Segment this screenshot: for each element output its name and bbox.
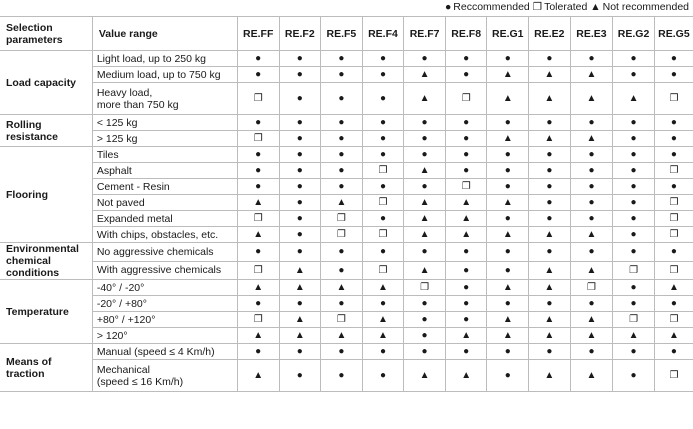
rating-cell: ▲	[529, 261, 571, 280]
rating-cell: ●	[654, 243, 693, 262]
table-row	[0, 179, 693, 195]
value-range-label: With aggressive chemicals	[92, 261, 237, 280]
rating-cell: ●	[445, 163, 487, 179]
rating-cell: ●	[237, 67, 279, 83]
rating-cell: ●	[404, 115, 446, 131]
rating-cell: ●	[570, 51, 613, 67]
rating-cell: ▲	[570, 227, 613, 243]
rating-cell: ●	[654, 296, 693, 312]
group-label: Rolling resistance	[0, 115, 92, 147]
rating-cell: ●	[321, 296, 363, 312]
table-row	[0, 195, 693, 211]
table-row	[0, 83, 693, 115]
rating-cell: ●	[445, 131, 487, 147]
rating-cell: ❐	[321, 312, 363, 328]
rating-cell: ▲	[570, 360, 613, 392]
table-row	[0, 51, 693, 67]
rating-cell: ▲	[654, 328, 693, 344]
rating-cell: ●	[279, 131, 321, 147]
rating-cell: ●	[529, 296, 571, 312]
rating-cell: ❐	[321, 211, 363, 227]
table-row	[0, 328, 693, 344]
rating-cell: ❐	[445, 179, 487, 195]
rating-cell: ●	[321, 131, 363, 147]
rating-cell: ▲	[529, 131, 571, 147]
rating-cell: ●	[613, 67, 655, 83]
header-code: RE.E2	[529, 17, 571, 51]
header-range: Value range	[92, 17, 237, 51]
rating-cell: ●	[362, 131, 404, 147]
table-row	[0, 296, 693, 312]
rating-cell: ●	[404, 51, 446, 67]
rating-cell: ●	[570, 163, 613, 179]
rating-cell: ●	[487, 243, 529, 262]
value-range-label: < 125 kg	[92, 115, 237, 131]
rating-cell: ❐	[654, 312, 693, 328]
rating-cell: ●	[529, 147, 571, 163]
rating-cell: ●	[279, 147, 321, 163]
rating-cell: ●	[487, 163, 529, 179]
rating-cell: ●	[445, 344, 487, 360]
rating-cell: ●	[321, 261, 363, 280]
rating-cell: ●	[237, 296, 279, 312]
rating-cell: ▲	[570, 261, 613, 280]
rating-cell: ●	[487, 147, 529, 163]
rating-cell: ▲	[487, 328, 529, 344]
rating-cell: ▲	[529, 312, 571, 328]
table-row	[0, 131, 693, 147]
group-label: Means of traction	[0, 344, 92, 392]
header-code: RE.F8	[445, 17, 487, 51]
rating-cell: ●	[654, 67, 693, 83]
rating-cell: ●	[279, 83, 321, 115]
rating-cell: ❐	[613, 312, 655, 328]
rating-cell: ▲	[321, 195, 363, 211]
rating-cell: ●	[445, 243, 487, 262]
header-code: RE.F7	[404, 17, 446, 51]
table-row	[0, 67, 693, 83]
rating-cell: ❐	[654, 195, 693, 211]
rating-cell: ●	[613, 296, 655, 312]
rating-cell: ●	[445, 296, 487, 312]
rating-cell: ▲	[529, 328, 571, 344]
table-row	[0, 261, 693, 280]
group-label: Flooring	[0, 147, 92, 243]
selection-table	[0, 16, 693, 392]
rating-cell: ▲	[404, 163, 446, 179]
rating-cell: ●	[654, 131, 693, 147]
value-range-label: Mechanical (speed ≤ 16 Km/h)	[92, 360, 237, 392]
rating-cell: ▲	[529, 360, 571, 392]
rating-cell: ●	[613, 131, 655, 147]
rating-cell: ●	[445, 115, 487, 131]
rating-cell: ●	[613, 344, 655, 360]
rating-cell: ▲	[613, 83, 655, 115]
rating-cell: ▲	[279, 312, 321, 328]
rating-cell: ●	[613, 280, 655, 296]
value-range-label: Heavy load, more than 750 kg	[92, 83, 237, 115]
rating-cell: ▲	[529, 67, 571, 83]
rating-cell: ●	[404, 131, 446, 147]
rating-cell: ▲	[529, 280, 571, 296]
rating-cell: ●	[613, 115, 655, 131]
rating-cell: ▲	[570, 131, 613, 147]
rating-cell: ●	[321, 163, 363, 179]
table-row	[0, 115, 693, 131]
rating-cell: ●	[487, 344, 529, 360]
rating-cell: ●	[279, 163, 321, 179]
rating-cell: ▲	[487, 312, 529, 328]
rating-cell: ●	[321, 83, 363, 115]
rating-cell: ●	[570, 211, 613, 227]
rating-cell: ❐	[237, 131, 279, 147]
rating-cell: ▲	[445, 227, 487, 243]
header-code: RE.G1	[487, 17, 529, 51]
rating-cell: ●	[529, 195, 571, 211]
rating-cell: ●	[487, 211, 529, 227]
rating-cell: ●	[362, 296, 404, 312]
legend-recommended: Reccommended	[453, 1, 530, 13]
table-row	[0, 360, 693, 392]
rating-cell: ●	[613, 360, 655, 392]
rating-cell: ●	[654, 179, 693, 195]
value-range-label: Asphalt	[92, 163, 237, 179]
rating-cell: ▲	[362, 328, 404, 344]
header-code: RE.F4	[362, 17, 404, 51]
rating-cell: ▲	[654, 280, 693, 296]
rating-cell: ●	[529, 243, 571, 262]
rating-cell: ▲	[404, 261, 446, 280]
rating-cell: ▲	[487, 280, 529, 296]
rating-cell: ▲	[279, 261, 321, 280]
rating-cell: ▲	[570, 67, 613, 83]
value-range-label: Not paved	[92, 195, 237, 211]
rating-cell: ●	[570, 179, 613, 195]
rating-cell: ▲	[279, 280, 321, 296]
rating-cell: ●	[487, 179, 529, 195]
rating-cell: ●	[529, 115, 571, 131]
rating-cell: ●	[654, 147, 693, 163]
rating-cell: ●	[237, 51, 279, 67]
rating-cell: ●	[654, 51, 693, 67]
rating-cell: ●	[321, 67, 363, 83]
rating-cell: ●	[613, 211, 655, 227]
rating-cell: ▲	[570, 312, 613, 328]
rating-cell: ●	[404, 179, 446, 195]
rating-cell: ●	[570, 243, 613, 262]
rating-cell: ▲	[237, 227, 279, 243]
rating-cell: ❐	[237, 83, 279, 115]
rating-cell: ●	[487, 51, 529, 67]
rating-cell: ●	[445, 261, 487, 280]
rating-cell: ●	[570, 296, 613, 312]
rating-cell: ●	[570, 115, 613, 131]
rating-cell: ●	[404, 312, 446, 328]
legend-tolerated: Tolerated	[544, 1, 588, 13]
rating-cell: ●	[529, 211, 571, 227]
rating-cell: ▲	[237, 328, 279, 344]
rating-cell: ▲	[362, 280, 404, 296]
rating-cell: ●	[613, 179, 655, 195]
rating-cell: ▲	[529, 227, 571, 243]
header-code: RE.F5	[321, 17, 363, 51]
value-range-label: -40° / -20°	[92, 280, 237, 296]
rating-cell: ▲	[487, 67, 529, 83]
value-range-label: > 120°	[92, 328, 237, 344]
legend	[445, 0, 689, 14]
rating-cell: ❐	[237, 312, 279, 328]
rating-cell: ▲	[487, 195, 529, 211]
rating-cell: ●	[404, 296, 446, 312]
rating-cell: ❐	[654, 83, 693, 115]
value-range-label: No aggressive chemicals	[92, 243, 237, 262]
rating-cell: ▲	[404, 211, 446, 227]
value-range-label: +80° / +120°	[92, 312, 237, 328]
rating-cell: ●	[570, 195, 613, 211]
value-range-label: Cement - Resin	[92, 179, 237, 195]
group-label: Environmental chemical conditions	[0, 243, 92, 280]
value-range-label: > 125 kg	[92, 131, 237, 147]
rating-cell: ●	[654, 115, 693, 131]
rating-cell: ▲	[529, 83, 571, 115]
rating-cell: ●	[279, 211, 321, 227]
rating-cell: ●	[487, 261, 529, 280]
table-row	[0, 280, 693, 296]
rating-cell: ▲	[362, 312, 404, 328]
table-row	[0, 312, 693, 328]
rating-cell: ❐	[362, 163, 404, 179]
rating-cell: ▲	[404, 227, 446, 243]
table-row	[0, 227, 693, 243]
rating-cell: ●	[445, 280, 487, 296]
rating-cell: ●	[404, 328, 446, 344]
rating-cell: ▲	[404, 195, 446, 211]
group-label: Temperature	[0, 280, 92, 344]
table-row	[0, 147, 693, 163]
header-code: RE.F2	[279, 17, 321, 51]
header-code: RE.E3	[570, 17, 613, 51]
rating-cell: ❐	[237, 211, 279, 227]
rating-cell: ●	[613, 227, 655, 243]
rating-cell: ●	[404, 243, 446, 262]
rating-cell: ▲	[487, 131, 529, 147]
table-row	[0, 344, 693, 360]
rating-cell: ●	[237, 179, 279, 195]
table-row	[0, 211, 693, 227]
rating-cell: ●	[613, 195, 655, 211]
rating-cell: ●	[613, 243, 655, 262]
value-range-label: Light load, up to 250 kg	[92, 51, 237, 67]
rating-cell: ●	[613, 51, 655, 67]
rating-cell: ▲	[487, 227, 529, 243]
rating-cell: ●	[279, 179, 321, 195]
rating-cell: ●	[279, 360, 321, 392]
rating-cell: ●	[613, 163, 655, 179]
rating-cell: ▲	[445, 328, 487, 344]
rating-cell: ▲	[445, 360, 487, 392]
rating-cell: ●	[654, 344, 693, 360]
rating-cell: ▲	[237, 360, 279, 392]
table-row	[0, 243, 693, 262]
rating-cell: ●	[279, 195, 321, 211]
not-recommended-icon: ▲	[590, 1, 601, 13]
rating-cell: ●	[362, 67, 404, 83]
rating-cell: ●	[487, 296, 529, 312]
rating-cell: ▲	[445, 211, 487, 227]
value-range-label: With chips, obstacles, etc.	[92, 227, 237, 243]
value-range-label: Expanded metal	[92, 211, 237, 227]
rating-cell: ●	[487, 115, 529, 131]
rating-cell: ●	[362, 147, 404, 163]
legend-not-recommended: Not recommended	[602, 1, 689, 13]
rating-cell: ●	[279, 227, 321, 243]
rating-cell: ●	[613, 147, 655, 163]
rating-cell: ●	[445, 147, 487, 163]
rating-cell: ●	[237, 115, 279, 131]
rating-cell: ●	[279, 296, 321, 312]
rating-cell: ❐	[613, 261, 655, 280]
rating-cell: ▲	[487, 83, 529, 115]
rating-cell: ●	[362, 211, 404, 227]
rating-cell: ❐	[404, 280, 446, 296]
rating-cell: ●	[529, 344, 571, 360]
rating-cell: ❐	[445, 83, 487, 115]
rating-cell: ●	[570, 344, 613, 360]
rating-cell: ▲	[237, 280, 279, 296]
value-range-label: Manual (speed ≤ 4 Km/h)	[92, 344, 237, 360]
value-range-label: Tiles	[92, 147, 237, 163]
rating-cell: ●	[404, 344, 446, 360]
rating-cell: ●	[321, 360, 363, 392]
tolerated-icon: ❐	[532, 1, 543, 13]
rating-cell: ▲	[404, 67, 446, 83]
rating-cell: ●	[529, 51, 571, 67]
value-range-label: Medium load, up to 750 kg	[92, 67, 237, 83]
rating-cell: ●	[321, 147, 363, 163]
rating-cell: ●	[279, 344, 321, 360]
rating-cell: ●	[362, 51, 404, 67]
rating-cell: ●	[237, 163, 279, 179]
rating-cell: ❐	[362, 261, 404, 280]
header-code: RE.G2	[613, 17, 655, 51]
rating-cell: ●	[362, 179, 404, 195]
rating-cell: ●	[362, 243, 404, 262]
rating-cell: ●	[362, 83, 404, 115]
rating-cell: ●	[279, 67, 321, 83]
rating-cell: ❐	[654, 163, 693, 179]
rating-cell: ●	[570, 147, 613, 163]
rating-cell: ▲	[237, 195, 279, 211]
rating-cell: ▲	[279, 328, 321, 344]
rating-cell: ▲	[570, 328, 613, 344]
rating-cell: ●	[321, 179, 363, 195]
rating-cell: ❐	[654, 261, 693, 280]
rating-cell: ▲	[445, 195, 487, 211]
rating-cell: ●	[529, 163, 571, 179]
rating-cell: ▲	[570, 83, 613, 115]
header-param: Selection parameters	[0, 17, 92, 51]
rating-cell: ❐	[237, 261, 279, 280]
header-row	[0, 17, 693, 51]
table-row	[0, 163, 693, 179]
rating-cell: ●	[279, 51, 321, 67]
rating-cell: ▲	[404, 83, 446, 115]
rating-cell: ❐	[321, 227, 363, 243]
rating-cell: ●	[404, 147, 446, 163]
rating-cell: ●	[321, 51, 363, 67]
rating-cell: ❐	[654, 360, 693, 392]
rating-cell: ●	[237, 147, 279, 163]
header-code: RE.G5	[654, 17, 693, 51]
rating-cell: ●	[487, 360, 529, 392]
rating-cell: ●	[445, 67, 487, 83]
rating-cell: ●	[445, 51, 487, 67]
rating-cell: ●	[362, 360, 404, 392]
rating-cell: ●	[237, 344, 279, 360]
rating-cell: ❐	[362, 227, 404, 243]
rating-cell: ●	[321, 115, 363, 131]
rating-cell: ▲	[404, 360, 446, 392]
rating-cell: ●	[445, 312, 487, 328]
rating-cell: ❐	[654, 227, 693, 243]
header-code: RE.FF	[237, 17, 279, 51]
rating-cell: ●	[362, 115, 404, 131]
rating-cell: ●	[237, 243, 279, 262]
value-range-label: -20° / +80°	[92, 296, 237, 312]
rating-cell: ●	[321, 243, 363, 262]
rating-cell: ❐	[654, 211, 693, 227]
recommended-icon: ●	[444, 1, 452, 13]
rating-cell: ●	[362, 344, 404, 360]
rating-cell: ●	[279, 243, 321, 262]
rating-cell: ❐	[570, 280, 613, 296]
rating-cell: ●	[279, 115, 321, 131]
rating-cell: ●	[321, 344, 363, 360]
rating-cell: ▲	[321, 328, 363, 344]
rating-cell: ●	[529, 179, 571, 195]
rating-cell: ▲	[613, 328, 655, 344]
rating-cell: ❐	[362, 195, 404, 211]
group-label: Load capacity	[0, 51, 92, 115]
rating-cell: ▲	[321, 280, 363, 296]
